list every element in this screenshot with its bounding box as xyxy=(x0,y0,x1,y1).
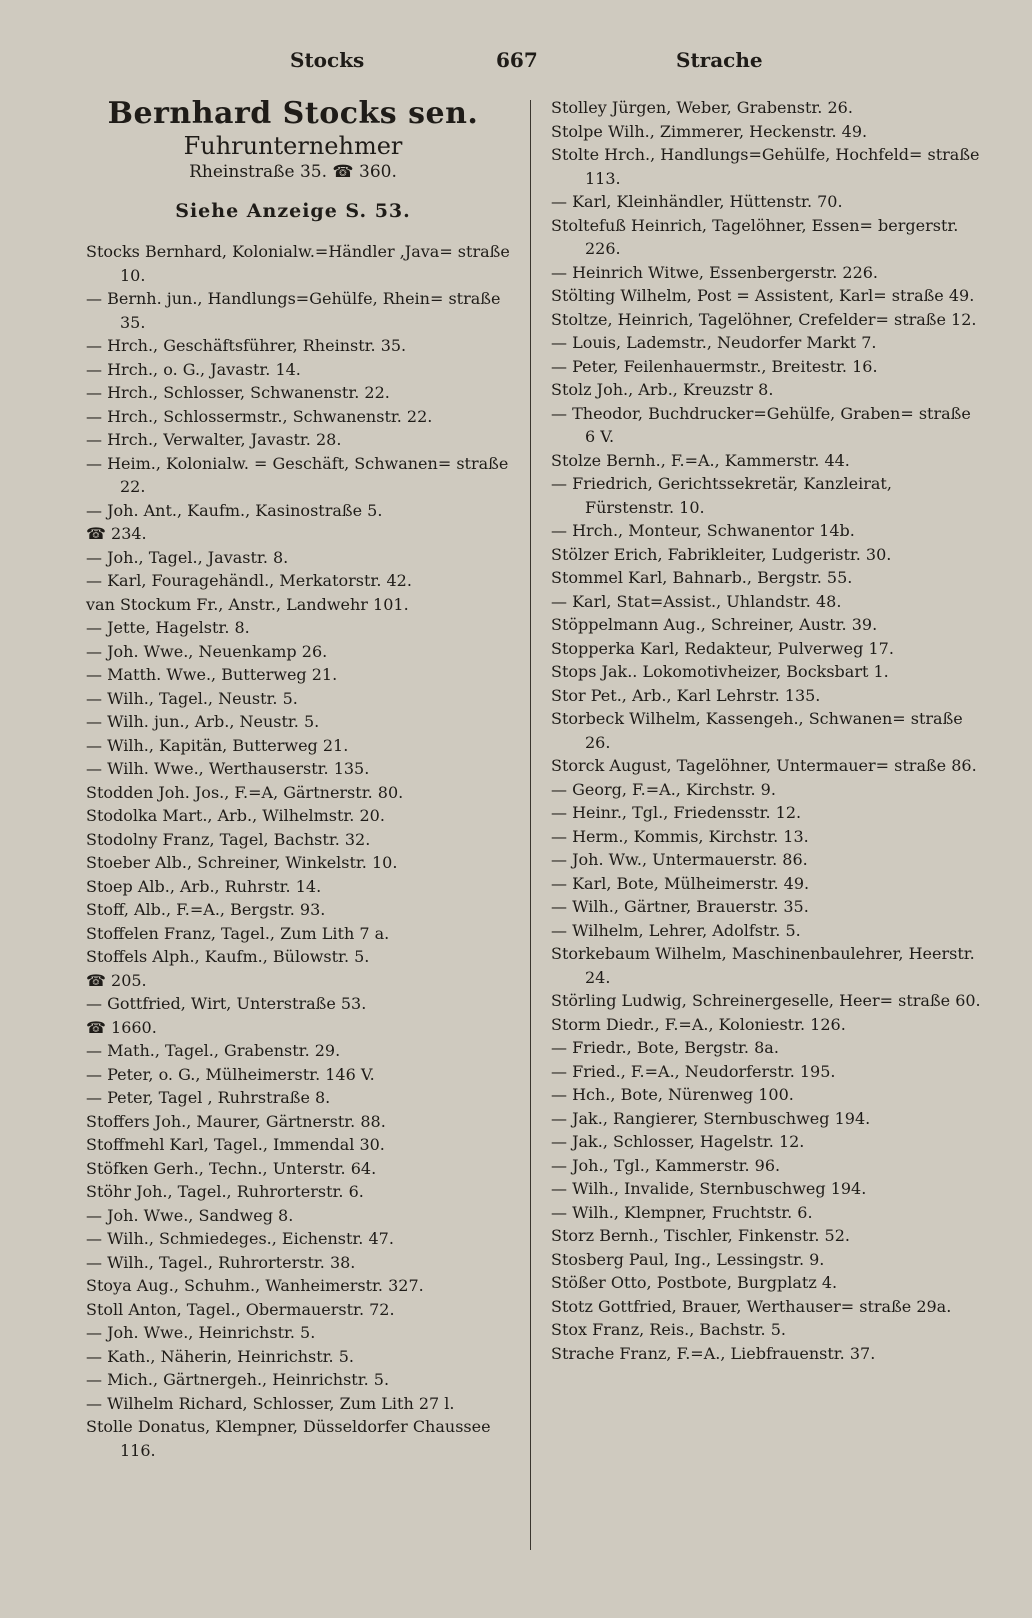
advert-reference: Siehe Anzeige S. 53. xyxy=(175,200,411,222)
left-column xyxy=(86,96,516,1462)
directory-entry: — Wilh., Kapitän, Butterweg 21. xyxy=(86,735,349,755)
directory-entry: Stoffelen Franz, Tagel., Zum Lith 7 a. xyxy=(86,923,390,943)
column-divider xyxy=(530,100,531,1550)
directory-entry: — Friedrich, Gerichtssekretär, Kanzleirat, Fürstenstr. 10. xyxy=(551,474,892,517)
directory-entry: — Hrch., Schlosser, Schwanenstr. 22. xyxy=(86,383,390,402)
directory-entry: — Joh. Ww., Untermauerstr. 86. xyxy=(551,850,808,869)
left-entry-list xyxy=(86,240,516,1462)
directory-entry: Stopperka Karl, Redakteur, Pulverweg 17. xyxy=(551,638,894,658)
directory-entry: ☎ 1660. xyxy=(86,1017,157,1037)
directory-entry: — Heinrich Witwe, Essenbergerstr. 226. xyxy=(551,262,879,282)
directory-entry: — Wilh., Klempner, Fruchtstr. 6. xyxy=(551,1202,813,1222)
directory-entry: — Matth. Wwe., Butterweg 21. xyxy=(86,665,338,684)
directory-entry: — Wilh., Tagel., Ruhrorterstr. 38. xyxy=(86,1252,356,1272)
directory-entry: — Wilh., Gärtner, Brauerstr. 35. xyxy=(551,897,809,916)
directory-entry: — Kath., Näherin, Heinrichstr. 5. xyxy=(86,1346,354,1366)
directory-entry: Stops Jak.. Lokomotivheizer, Bocksbart 1. xyxy=(551,662,889,681)
directory-entry: — Karl, Bote, Mülheimerstr. 49. xyxy=(551,873,810,893)
advert-trade: Fuhrunternehmer xyxy=(183,132,403,160)
directory-entry: Stotz Gottfried, Brauer, Werthauser= straße 29a. xyxy=(551,1296,952,1316)
directory-entry: — Peter, o. G., Mülheimerstr. 146 V. xyxy=(86,1064,375,1084)
directory-entry: — Joh. Ant., Kaufm., Kasinostraße 5. xyxy=(86,500,383,520)
telephone-icon: ☎ xyxy=(332,162,354,182)
directory-entry: Stölzer Erich, Fabrikleiter, Ludgeristr. 30. xyxy=(551,544,892,564)
directory-entry: — Jak., Rangierer, Sternbuschweg 194. xyxy=(551,1108,871,1128)
directory-entry: Stolze Bernh., F.=A., Kammerstr. 44. xyxy=(551,450,850,470)
right-entry-list xyxy=(551,96,981,1365)
directory-entry: — Wilh., Invalide, Sternbuschweg 194. xyxy=(551,1179,867,1198)
advert-name: Bernhard Stocks sen. xyxy=(107,96,479,131)
directory-entry: — Hrch., Schlossermstr., Schwanenstr. 22. xyxy=(86,406,433,426)
directory-entry: — Hch., Bote, Nürenweg 100. xyxy=(551,1085,794,1104)
directory-entry: Stor Pet., Arb., Karl Lehrstr. 135. xyxy=(551,685,821,705)
directory-entry: Stodolny Franz, Tagel, Bachstr. 32. xyxy=(86,829,371,849)
directory-entry: Storz Bernh., Tischler, Finkenstr. 52. xyxy=(551,1226,850,1245)
advert-address-line xyxy=(70,160,516,184)
directory-entry: — Hrch., Monteur, Schwanentor 14b. xyxy=(551,521,855,540)
directory-entry: Stodden Joh. Jos., F.=A, Gärtnerstr. 80. xyxy=(86,782,404,802)
directory-entry: — Karl, Fouragehändl., Merkatorstr. 42. xyxy=(86,571,412,590)
header-right-keyword: Strache xyxy=(676,48,763,72)
directory-entry: Stoffmehl Karl, Tagel., Immendal 30. xyxy=(86,1135,385,1154)
directory-entry: — Louis, Lademstr., Neudorfer Markt 7. xyxy=(551,333,877,352)
directory-entry: — Joh. Wwe., Neuenkamp 26. xyxy=(86,641,328,661)
directory-entry: — Math., Tagel., Grabenstr. 29. xyxy=(86,1041,341,1060)
directory-entry: Storkebaum Wilhelm, Maschinenbaulehrer, Heerstr. 24. xyxy=(551,944,975,987)
directory-entry: — Joh., Tagel., Javastr. 8. xyxy=(86,547,289,567)
directory-entry: Stommel Karl, Bahnarb., Bergstr. 55. xyxy=(551,568,853,587)
directory-entry: Stöhr Joh., Tagel., Ruhrorterstr. 6. xyxy=(86,1182,364,1201)
directory-entry: — Joh. Wwe., Sandweg 8. xyxy=(86,1205,294,1225)
directory-entry: — Herm., Kommis, Kirchstr. 13. xyxy=(551,826,809,846)
directory-entry: Storbeck Wilhelm, Kassengeh., Schwanen= straße 26. xyxy=(551,709,963,752)
advert-box xyxy=(70,96,516,226)
directory-entry: Stodolka Mart., Arb., Wilhelmstr. 20. xyxy=(86,806,385,825)
directory-entry: Stoep Alb., Arb., Ruhrstr. 14. xyxy=(86,876,322,896)
directory-entry: — Fried., F.=A., Neudorferstr. 195. xyxy=(551,1061,836,1081)
directory-entry: Stoltefuß Heinrich, Tagelöhner, Essen= bergerstr. 226. xyxy=(551,215,959,258)
directory-entry: Stoeber Alb., Schreiner, Winkelstr. 10. xyxy=(86,853,398,872)
directory-entry: — Jette, Hagelstr. 8. xyxy=(86,618,250,637)
directory-entry: Strache Franz, F.=A., Liebfrauenstr. 37. xyxy=(551,1343,876,1363)
directory-entry: — Hrch., o. G., Javastr. 14. xyxy=(86,359,301,379)
directory-entry: Stöppelmann Aug., Schreiner, Austr. 39. xyxy=(551,615,878,634)
directory-entry: — Bernh. jun., Handlungs=Gehülfe, Rhein= straße 35. xyxy=(86,289,501,332)
directory-entry: Stolz Joh., Arb., Kreuzstr 8. xyxy=(551,380,774,399)
directory-entry: — Karl, Stat=Assist., Uhlandstr. 48. xyxy=(551,591,842,611)
directory-entry: Storm Diedr., F.=A., Koloniestr. 126. xyxy=(551,1014,846,1034)
advert-address: Rheinstraße 35. xyxy=(189,162,327,182)
directory-entry: — Jak., Schlosser, Hagelstr. 12. xyxy=(551,1132,805,1151)
directory-entry: — Heinr., Tgl., Friedensstr. 12. xyxy=(551,803,802,822)
directory-entry: Stolle Donatus, Klempner, Düsseldorfer Chaussee 116. xyxy=(86,1417,491,1460)
directory-entry: ☎ 234. xyxy=(86,524,147,543)
directory-entry: — Heim., Kolonialw. = Geschäft, Schwanen= straße 22. xyxy=(86,453,509,496)
directory-entry: Stosberg Paul, Ing., Lessingstr. 9. xyxy=(551,1249,825,1269)
directory-entry: — Theodor, Buchdrucker=Gehülfe, Graben= straße 6 V. xyxy=(551,403,971,446)
directory-entry: Störling Ludwig, Schreinergeselle, Heer= straße 60. xyxy=(551,991,981,1010)
directory-entry: — Wilh. Wwe., Werthauserstr. 135. xyxy=(86,759,370,778)
directory-entry: ☎ 205. xyxy=(86,970,147,990)
directory-entry: — Friedr., Bote, Bergstr. 8a. xyxy=(551,1038,779,1057)
directory-entry: — Wilh., Tagel., Neustr. 5. xyxy=(86,688,298,708)
directory-entry: — Wilh. jun., Arb., Neustr. 5. xyxy=(86,712,320,731)
page-header xyxy=(0,48,1032,88)
directory-entry: — Karl, Kleinhändler, Hüttenstr. 70. xyxy=(551,192,843,211)
right-column xyxy=(551,96,981,1365)
directory-entry: — Wilhelm, Lehrer, Adolfstr. 5. xyxy=(551,920,801,940)
directory-entry: — Mich., Gärtnergeh., Heinrichstr. 5. xyxy=(86,1370,390,1389)
directory-entry: Stolte Hrch., Handlungs=Gehülfe, Hochfeld= straße 113. xyxy=(551,145,980,188)
header-left-keyword: Stocks xyxy=(290,48,365,72)
directory-entry: — Joh., Tgl., Kammerstr. 96. xyxy=(551,1155,781,1175)
directory-entry: — Peter, Tagel , Ruhrstraße 8. xyxy=(86,1088,331,1107)
directory-entry: van Stockum Fr., Anstr., Landwehr 101. xyxy=(86,594,409,614)
directory-entry: Stoll Anton, Tagel., Obermauerstr. 72. xyxy=(86,1299,395,1319)
directory-entry: Stoya Aug., Schuhm., Wanheimerstr. 327. xyxy=(86,1276,424,1295)
directory-entry: Stöfken Gerh., Techn., Unterstr. 64. xyxy=(86,1158,377,1178)
directory-entry: Stoffels Alph., Kaufm., Bülowstr. 5. xyxy=(86,947,370,966)
page-number: 667 xyxy=(496,48,538,72)
directory-entry: Stocks Bernhard, Kolonialw.=Händler ,Java= straße 10. xyxy=(86,242,510,285)
directory-entry: — Hrch., Geschäftsführer, Rheinstr. 35. xyxy=(86,336,407,355)
directory-entry: — Georg, F.=A., Kirchstr. 9. xyxy=(551,779,776,799)
directory-entry: — Joh. Wwe., Heinrichstr. 5. xyxy=(86,1323,316,1342)
directory-entry: Stoff, Alb., F.=A., Bergstr. 93. xyxy=(86,900,326,919)
directory-entry: Stox Franz, Reis., Bachstr. 5. xyxy=(551,1320,786,1339)
directory-entry: Stolpe Wilh., Zimmerer, Heckenstr. 49. xyxy=(551,121,868,141)
directory-entry: Stoltze, Heinrich, Tagelöhner, Crefelder= straße 12. xyxy=(551,309,977,329)
directory-entry: Stoffers Joh., Maurer, Gärtnerstr. 88. xyxy=(86,1111,386,1131)
directory-entry: Stößer Otto, Postbote, Burgplatz 4. xyxy=(551,1273,838,1292)
advert-phone: 360. xyxy=(359,162,397,182)
directory-entry: — Peter, Feilenhauermstr., Breitestr. 16. xyxy=(551,356,878,376)
directory-entry: Stölting Wilhelm, Post = Assistent, Karl= straße 49. xyxy=(551,286,975,305)
directory-entry: — Gottfried, Wirt, Unterstraße 53. xyxy=(86,994,367,1013)
directory-entry: Stolley Jürgen, Weber, Grabenstr. 26. xyxy=(551,98,853,117)
directory-entry: Storck August, Tagelöhner, Untermauer= straße 86. xyxy=(551,756,977,775)
directory-entry: — Hrch., Verwalter, Javastr. 28. xyxy=(86,430,342,449)
directory-entry: — Wilhelm Richard, Schlosser, Zum Lith 27 l. xyxy=(86,1393,455,1413)
directory-entry: — Wilh., Schmiedeges., Eichenstr. 47. xyxy=(86,1229,394,1248)
